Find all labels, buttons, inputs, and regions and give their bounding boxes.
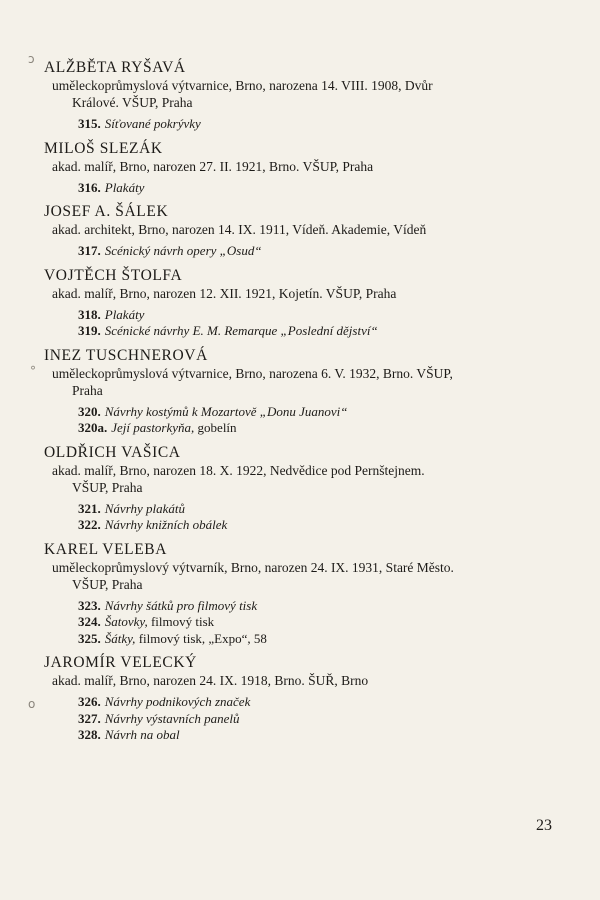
artist-entry	[44, 266, 574, 340]
description-line: uměleckoprůmyslový výtvarník, Brno, narozen 24. IX. 1931, Staré Město.	[52, 559, 454, 575]
work-number: 319.	[78, 323, 101, 338]
work-note: filmový tisk, „Expo“, 58	[135, 630, 267, 646]
works-list	[44, 694, 574, 744]
work-item	[78, 404, 574, 421]
artist-entry	[44, 202, 574, 260]
work-number: 315.	[78, 116, 101, 131]
artist-entry	[44, 653, 574, 744]
work-title: Síťované pokrývky	[104, 116, 201, 131]
artist-name: KAREL VELEBA	[44, 540, 168, 558]
work-number: 322.	[78, 517, 101, 532]
description-line-continued: VŠUP, Praha	[72, 479, 143, 495]
description-line: akad. malíř, Brno, narozen 27. II. 1921, Brno. VŠUP, Praha	[52, 158, 374, 174]
work-title: Návrhy výstavních panelů	[104, 710, 240, 726]
artist-entry	[44, 58, 574, 133]
works-list	[44, 404, 574, 437]
description-line: akad. malíř, Brno, narozen 24. IX. 1918, Brno. ŠUŘ, Brno	[52, 673, 369, 688]
work-title: Šátky,	[104, 630, 136, 646]
artist-entry	[44, 443, 574, 534]
artist-description	[44, 158, 574, 175]
artist-name: ALŽBĚTA RYŠAVÁ	[44, 59, 186, 76]
work-number: 320.	[78, 403, 101, 419]
artist-description	[44, 672, 574, 689]
work-number: 321.	[78, 500, 101, 516]
work-item	[78, 116, 574, 133]
work-note: filmový tisk	[147, 614, 215, 629]
artist-name: OLDŘICH VAŠICA	[44, 443, 181, 461]
artist-name: JAROMÍR VELECKÝ	[44, 654, 197, 671]
works-list	[44, 307, 574, 340]
works-list	[44, 501, 574, 534]
description-line: akad. malíř, Brno, narozen 18. X. 1922, Nedvědice pod Pernštejnem.	[52, 462, 425, 478]
work-number: 316.	[78, 179, 101, 195]
work-number: 317.	[78, 243, 101, 258]
description-line-continued: Králové. VŠUP, Praha	[72, 95, 193, 110]
work-title: Scénické návrhy E. M. Remarque „Poslední dějství“	[104, 323, 378, 338]
work-number: 326.	[78, 694, 101, 709]
work-title: Šatovky,	[104, 614, 148, 629]
description-line: akad. malíř, Brno, narozen 12. XII. 1921, Kojetín. VŠUP, Praha	[52, 285, 397, 301]
description-line: uměleckoprůmyslová výtvarnice, Brno, narozena 6. V. 1932, Brno. VŠUP,	[52, 365, 453, 381]
artist-name: MILOŠ SLEZÁK	[44, 139, 163, 157]
work-item	[78, 711, 574, 728]
work-number: 318.	[78, 306, 101, 322]
work-item	[78, 598, 574, 615]
artist-description	[44, 365, 574, 399]
artist-description	[44, 285, 574, 302]
artist-name: JOSEF A. ŠÁLEK	[44, 203, 169, 220]
description-line-continued: VŠUP, Praha	[72, 576, 143, 592]
work-title: Scénický návrh opery „Osud“	[104, 243, 262, 258]
work-title: Plakáty	[104, 179, 145, 195]
artist-name: VOJTĚCH ŠTOLFA	[44, 266, 183, 284]
work-item	[78, 631, 574, 648]
work-item	[78, 307, 574, 324]
work-item	[78, 501, 574, 518]
work-number: 325.	[78, 630, 101, 646]
work-title: Její pastorkyňa,	[111, 420, 195, 435]
margin-pencil-mark: o	[28, 697, 36, 711]
work-item	[78, 694, 574, 711]
description-line-continued: Praha	[72, 382, 103, 398]
work-title: Návrhy knižních obálek	[104, 517, 228, 532]
artist-description	[44, 559, 574, 593]
work-item	[78, 243, 574, 260]
work-number: 327.	[78, 710, 101, 726]
work-item	[78, 180, 574, 197]
work-item	[78, 420, 574, 437]
work-title: Návrhy šátků pro filmový tisk	[104, 597, 258, 613]
work-note: gobelín	[194, 420, 237, 435]
work-title: Návrhy kostýmů k Mozartově „Donu Juanovi“	[104, 403, 348, 419]
artist-description	[44, 462, 574, 496]
work-item	[78, 323, 574, 340]
artist-entries	[44, 58, 574, 750]
artist-entry	[44, 540, 574, 648]
artist-description	[44, 221, 574, 238]
work-title: Návrhy podnikových značek	[104, 694, 251, 709]
works-list	[44, 116, 574, 133]
works-list	[44, 598, 574, 648]
artist-name: INEZ TUSCHNEROVÁ	[44, 346, 208, 364]
artist-description	[44, 77, 574, 111]
work-item	[78, 727, 574, 744]
work-title: Plakáty	[104, 306, 145, 322]
work-title: Návrhy plakátů	[104, 500, 186, 516]
work-number: 324.	[78, 614, 101, 629]
work-number: 320a.	[78, 420, 108, 435]
work-item	[78, 614, 574, 631]
work-title: Návrh na obal	[104, 727, 180, 742]
margin-pencil-mark: °	[30, 364, 36, 378]
description-line: akad. architekt, Brno, narozen 14. IX. 1911, Vídeň. Akademie, Vídeň	[52, 222, 427, 237]
work-number: 323.	[78, 597, 101, 613]
work-number: 328.	[78, 727, 101, 742]
artist-entry	[44, 139, 574, 197]
artist-entry	[44, 346, 574, 437]
margin-pencil-mark: ↄ	[28, 52, 35, 66]
works-list	[44, 243, 574, 260]
description-line: uměleckoprůmyslová výtvarnice, Brno, narozena 14. VIII. 1908, Dvůr	[52, 78, 433, 93]
work-item	[78, 517, 574, 534]
page-number: 23	[536, 817, 552, 834]
works-list	[44, 180, 574, 197]
